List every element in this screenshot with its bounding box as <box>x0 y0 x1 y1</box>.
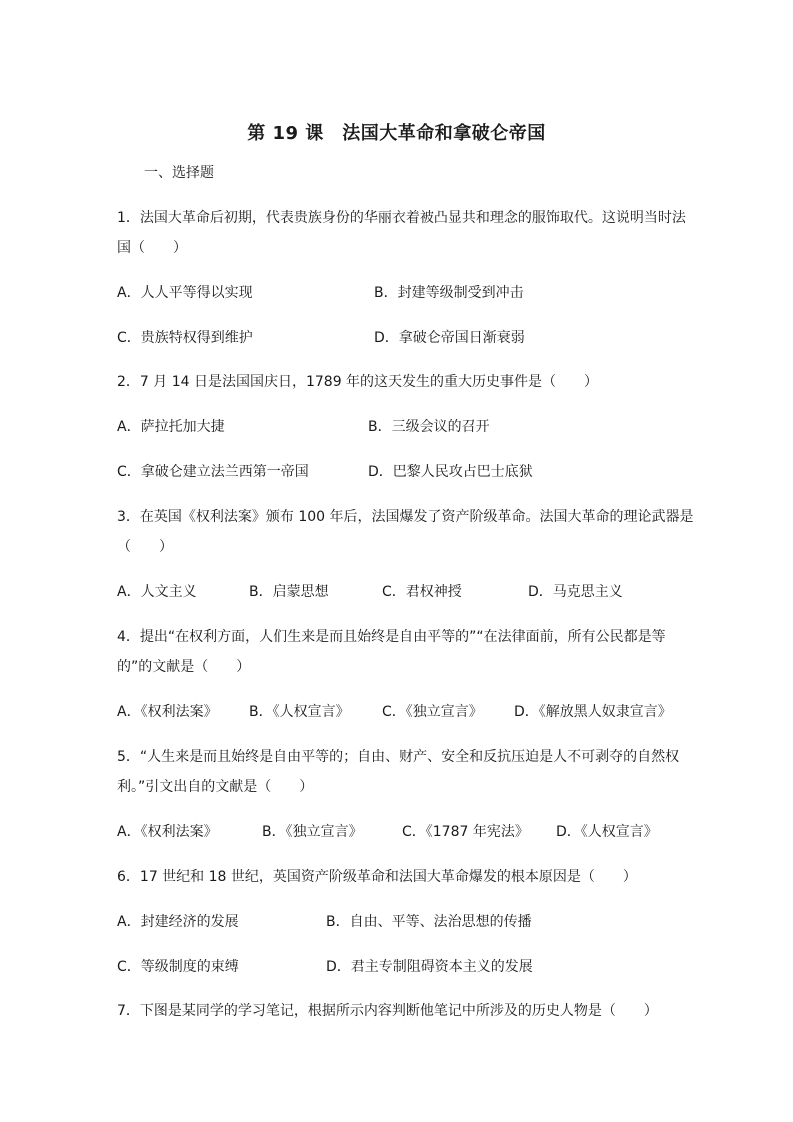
question-1-option-a: A．人人平等得以实现 <box>117 285 253 301</box>
question-5-stem-line-1: 5．“人生来是而且始终是自由平等的；自由、财产、安全和反抗压迫是人不可剥夺的自然权 <box>117 749 680 765</box>
question-3-stem-line-2: （ ） <box>117 539 173 555</box>
question-4-option-a: A．《权利法案》 <box>117 704 218 720</box>
question-3-stem-line-1: 3．在英国《权利法案》颁布 100 年后，法国爆发了资产阶级革命。法国大革命的理论武器是 <box>117 509 694 525</box>
question-1-option-c: C．贵族特权得到维护 <box>117 330 253 346</box>
question-6-option-d: D．君主专制阻碍资本主义的发展 <box>326 959 533 975</box>
question-1-stem-line-2: 国（ ） <box>117 240 187 256</box>
question-4-option-c: C．《独立宣言》 <box>382 704 483 720</box>
question-3-option-b: B．启蒙思想 <box>249 584 329 600</box>
question-5-stem-line-2: 利。”引文出自的文献是（ ） <box>117 779 314 795</box>
question-4-option-b: B．《人权宣言》 <box>249 704 350 720</box>
question-4-stem-line-2: 的”的文献是（ ） <box>117 659 251 675</box>
question-7-stem-line-1: 7．下图是某同学的学习笔记，根据所示内容判断他笔记中所涉及的历史人物是（ ） <box>117 1003 658 1019</box>
question-2-option-a: A．萨拉托加大捷 <box>117 419 225 435</box>
question-5-option-a: A．《权利法案》 <box>117 824 218 840</box>
question-5-option-b: B．《独立宣言》 <box>262 824 363 840</box>
question-2-option-d: D．巴黎人民攻占巴士底狱 <box>368 464 533 480</box>
question-6-option-b: B．自由、平等、法治思想的传播 <box>326 914 532 930</box>
question-6-option-c: C．等级制度的束缚 <box>117 959 239 975</box>
question-3-option-c: C．君权神授 <box>382 584 462 600</box>
question-2-option-c: C．拿破仑建立法兰西第一帝国 <box>117 464 309 480</box>
question-4-stem-line-1: 4．提出“在权利方面，人们生来是而且始终是自由平等的”“在法律面前，所有公民都是等 <box>117 629 666 645</box>
question-1-stem-line-1: 1．法国大革命后初期，代表贵族身份的华丽衣着被凸显共和理念的服饰取代。这说明当时法 <box>117 210 686 226</box>
question-2-option-b: B．三级会议的召开 <box>368 419 490 435</box>
question-3-option-d: D．马克思主义 <box>528 584 623 600</box>
question-5-option-d: D．《人权宣言》 <box>556 824 658 840</box>
page-title: 第 19 课 法国大革命和拿破仑帝国 <box>247 123 546 144</box>
section-heading: 一、选择题 <box>144 165 214 181</box>
question-6-option-a: A．封建经济的发展 <box>117 914 239 930</box>
question-6-stem-line-1: 6．17 世纪和 18 世纪，英国资产阶级革命和法国大革命爆发的根本原因是（ ） <box>117 869 637 885</box>
question-3-option-a: A．人文主义 <box>117 584 197 600</box>
question-1-option-d: D．拿破仑帝国日渐衰弱 <box>374 330 525 346</box>
question-5-option-c: C．《1787 年宪法》 <box>402 824 529 840</box>
question-1-option-b: B．封建等级制受到冲击 <box>374 285 524 301</box>
question-2-stem-line-1: 2．7 月 14 日是法国国庆日，1789 年的这天发生的重大历史事件是（ ） <box>117 374 599 390</box>
question-4-option-d: D．《解放黑人奴隶宣言》 <box>514 704 672 720</box>
